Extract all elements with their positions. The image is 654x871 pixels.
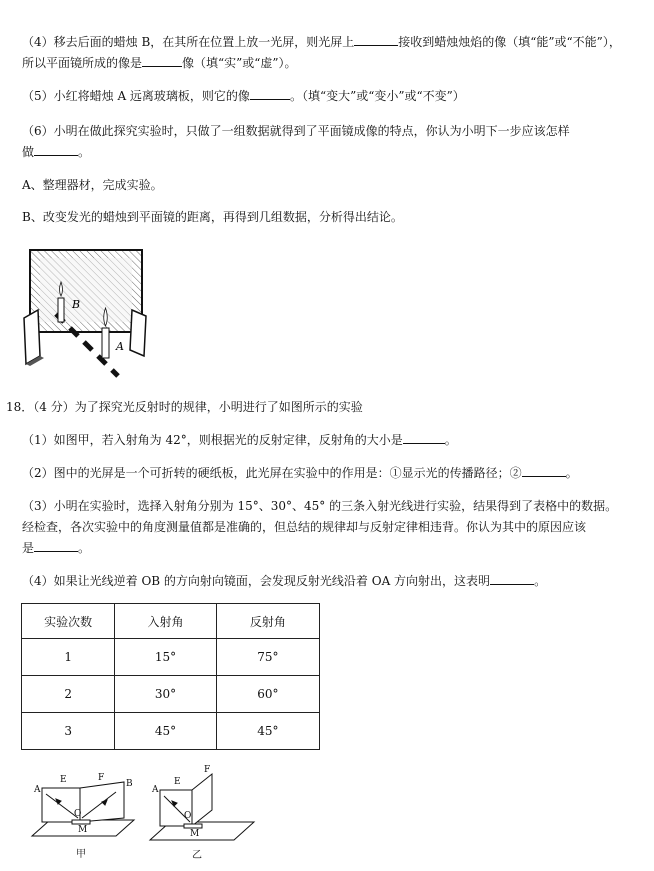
q6-line1: （6）小明在做此探究实验时，只做了一组数据就得到了平面镜成像的特点，你认为小明下一步应该怎样 bbox=[22, 124, 570, 138]
q4-line2-pre: 所以平面镜所成的像是 bbox=[22, 56, 143, 70]
table-cell: 15° bbox=[115, 639, 216, 676]
q18-p4-pre: （4）如果让光线逆着 OB 的方向射向镜面，会发现反射光线沿着 OA 方向射出，这表明 bbox=[22, 574, 491, 588]
fig-left-label-f: F bbox=[98, 773, 105, 783]
table-cell: 45° bbox=[216, 713, 319, 750]
q18-blank-4[interactable] bbox=[490, 571, 534, 585]
q18-p2-post: 。 bbox=[565, 466, 578, 480]
q18-p1-post: 。 bbox=[444, 433, 457, 447]
fig-caption-jia: 甲 bbox=[76, 849, 86, 860]
table-cell: 2 bbox=[22, 676, 115, 713]
table-row bbox=[22, 713, 320, 750]
candle-a-label: A bbox=[116, 340, 124, 353]
q4-line1-post: 接收到蜡烛烛焰的像（填“能”或“不能”）， bbox=[398, 35, 621, 49]
reflection-figure bbox=[28, 760, 258, 860]
q18-blank-2[interactable] bbox=[522, 463, 566, 477]
q18-p1 bbox=[22, 430, 642, 450]
q18-p3-line3 bbox=[22, 538, 642, 558]
table-cell: 75° bbox=[216, 639, 319, 676]
q18-p2 bbox=[22, 463, 642, 483]
table-row bbox=[22, 639, 320, 676]
table-cell: 45° bbox=[115, 713, 216, 750]
q18-p4-post: 。 bbox=[534, 574, 547, 588]
q4-line1-pre: （4）移去后面的蜡烛 B，在其所在位置上放一光屏，则光屏上 bbox=[22, 35, 355, 49]
q6-line2 bbox=[22, 142, 642, 162]
q5-line bbox=[22, 86, 642, 106]
q4-line2-post: 像（填“实”或“虚”）。 bbox=[182, 56, 297, 70]
option-b: B、改变发光的蜡烛到平面镜的距离，再得到几组数据，分析得出结论。 bbox=[22, 210, 403, 224]
q18-blank-1[interactable] bbox=[403, 430, 445, 444]
q5-pre: （5）小红将蜡烛 A 远离玻璃板，则它的像 bbox=[22, 89, 250, 103]
q18-p3-line3-pre: 是 bbox=[22, 541, 35, 555]
fig-right-label-e: E bbox=[174, 777, 181, 787]
fig-right-label-m: M bbox=[190, 829, 200, 839]
q18-blank-3[interactable] bbox=[34, 538, 78, 552]
table-cell: 30° bbox=[115, 676, 216, 713]
fig-left-label-e: E bbox=[60, 775, 67, 785]
q4-blank-1[interactable] bbox=[354, 32, 398, 46]
table-cell: 3 bbox=[22, 713, 115, 750]
q18-p1-pre: （1）如图甲，若入射角为 42°，则根据光的反射定律，反射角的大小是 bbox=[22, 433, 403, 447]
q6-line2-post: 。 bbox=[78, 145, 91, 159]
table-header-cell: 入射角 bbox=[115, 604, 216, 639]
q5-blank[interactable] bbox=[250, 86, 290, 100]
angle-data-table bbox=[21, 603, 320, 750]
fig-caption-yi: 乙 bbox=[192, 850, 202, 860]
q18-p4 bbox=[22, 571, 642, 591]
fig-left-label-m: M bbox=[78, 825, 88, 835]
fig-right-label-f: F bbox=[204, 765, 211, 775]
table-row bbox=[22, 676, 320, 713]
fig-left-label-b: B bbox=[126, 779, 133, 789]
table-header-cell: 实验次数 bbox=[22, 604, 115, 639]
q18-p3-line3-post: 。 bbox=[78, 541, 91, 555]
fig-left-label-a: A bbox=[34, 785, 41, 795]
table-cell: 60° bbox=[216, 676, 319, 713]
q18-p3-line2: 经检查，各次实验中的角度测量值都是准确的，但总结的规律却与反射定律相违背。你认为其中的原因应该 bbox=[22, 520, 587, 534]
q4-line1 bbox=[22, 32, 642, 52]
q6-blank[interactable] bbox=[34, 142, 78, 156]
candle-b-label: B bbox=[72, 298, 81, 311]
table-cell: 1 bbox=[22, 639, 115, 676]
q4-blank-2[interactable] bbox=[142, 53, 182, 67]
q18-p3-line1: （3）小明在实验时，选择入射角分别为 15°、30°、45° 的三条入射光线进行实验，结果得到了表格中的数据。 bbox=[22, 499, 618, 513]
fig-right-label-a: A bbox=[152, 785, 159, 795]
table-header-cell: 反射角 bbox=[216, 604, 319, 639]
option-a: A、整理器材，完成实验。 bbox=[22, 178, 163, 192]
q5-post: 。（填“变大”或“变小”或“不变”） bbox=[289, 89, 465, 103]
q4-line2 bbox=[22, 53, 642, 73]
fig-right-label-o: O bbox=[184, 811, 192, 821]
table-header-row bbox=[22, 604, 320, 639]
fig-left-label-o: O bbox=[74, 809, 82, 819]
q18-header: 18．（4 分）为了探究光反射时的规律，小明进行了如图所示的实验 bbox=[6, 400, 363, 414]
q6-line2-pre: 做 bbox=[22, 145, 35, 159]
mirror-candle-figure bbox=[18, 246, 158, 378]
q18-p2-pre: （2）图中的光屏是一个可折转的硬纸板，此光屏在实验中的作用是：①显示光的传播路径；② bbox=[22, 466, 522, 480]
